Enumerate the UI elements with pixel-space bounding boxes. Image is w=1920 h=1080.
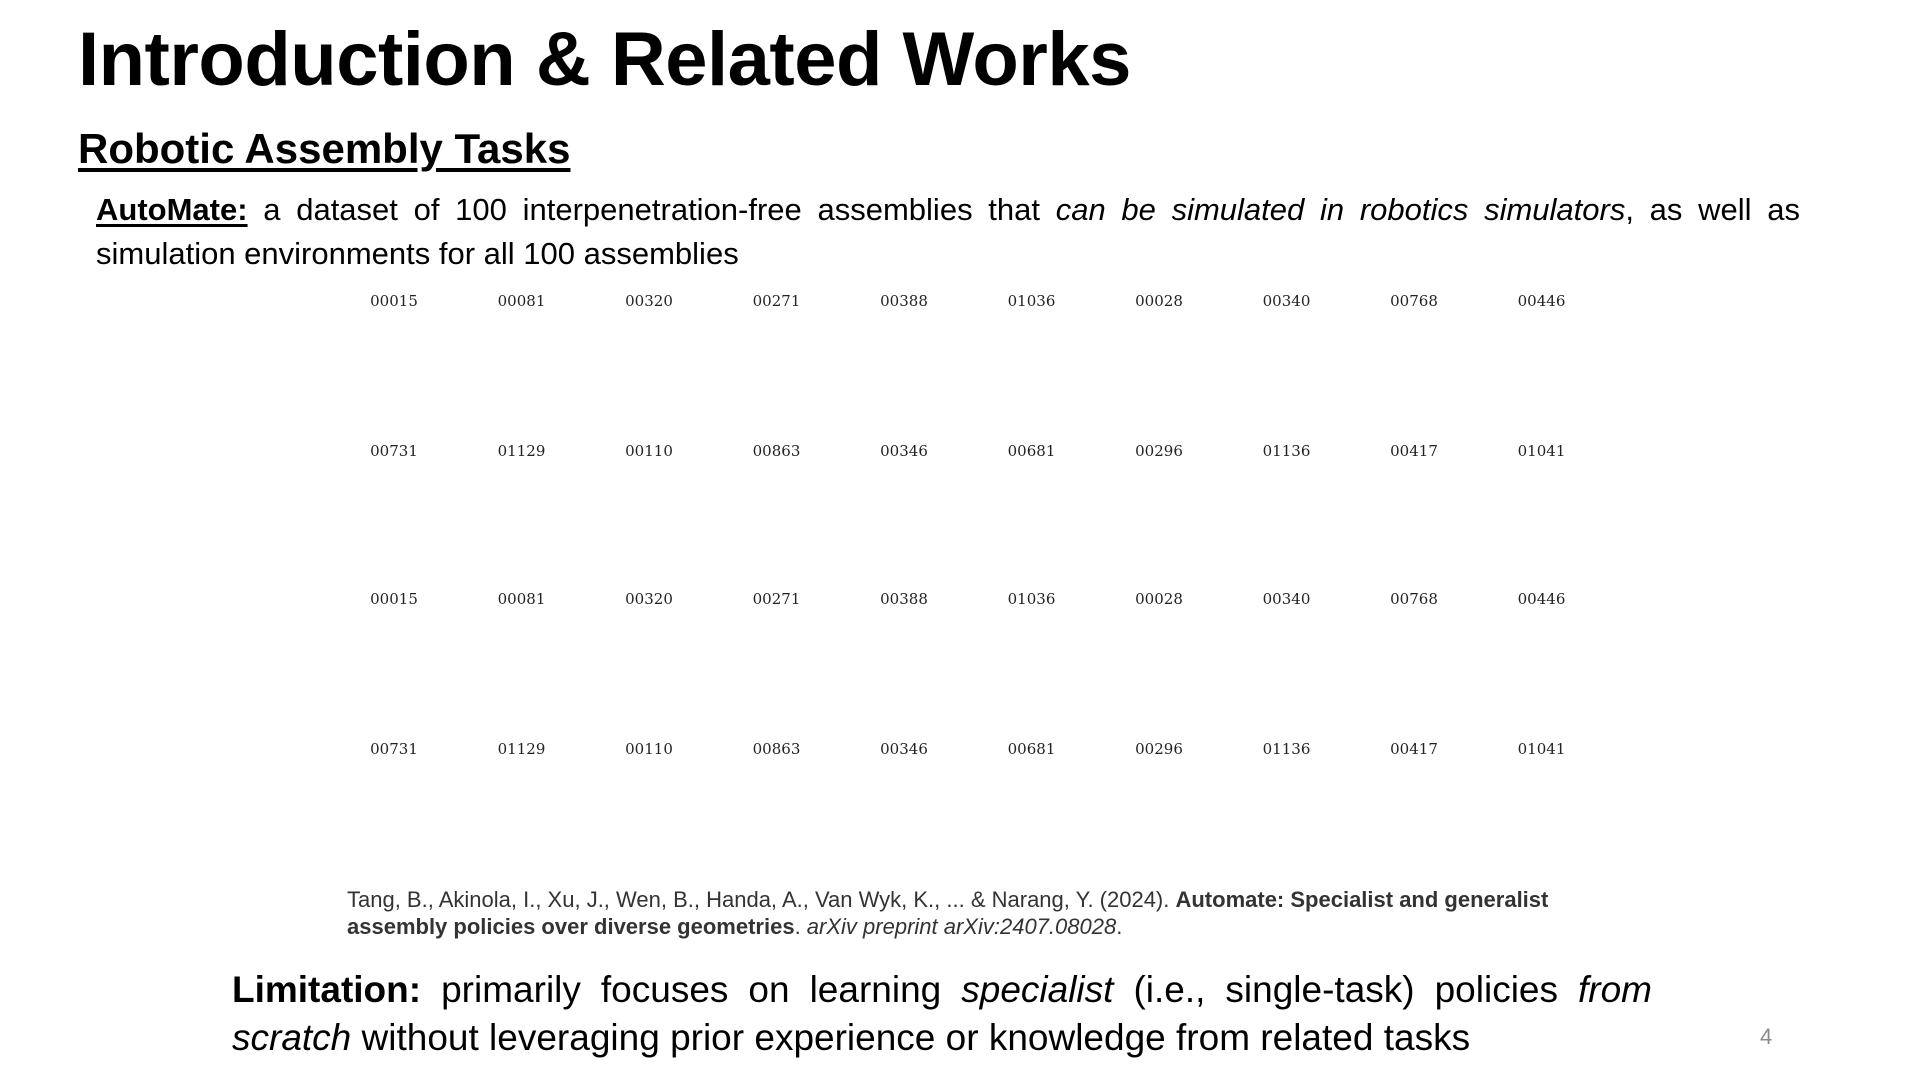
- assembly-id-label: 00768: [1390, 590, 1438, 608]
- assembly-id-label: 00417: [1390, 442, 1438, 460]
- assembly-id-label: 00346: [880, 740, 928, 758]
- limitation-emphasis-2: from scratch: [232, 969, 1652, 1058]
- assembly-id-label: 01041: [1517, 740, 1566, 758]
- citation: [347, 886, 1587, 940]
- citation-separator: .: [794, 914, 807, 939]
- assembly-id-label: 00320: [625, 590, 673, 608]
- citation-end: .: [1116, 914, 1123, 939]
- assembly-id-label: 00863: [752, 740, 801, 758]
- automate-text-1: a dataset of 100 interpenetration-free assemblies that: [247, 192, 1056, 227]
- assembly-id-label: 00110: [625, 442, 673, 460]
- assembly-id-label: 00340: [1262, 590, 1311, 608]
- assembly-id-label: 00863: [752, 442, 801, 460]
- section-heading: Robotic Assembly Tasks: [78, 125, 571, 172]
- assembly-id-label: 00681: [1007, 442, 1056, 460]
- limitation-text-2: (i.e., single-task) policies: [1113, 969, 1578, 1010]
- assembly-id-label: 00271: [752, 590, 801, 608]
- limitation-note: [232, 966, 1652, 1062]
- assembly-id-label: 01136: [1262, 442, 1311, 460]
- assembly-id-label: 00028: [1135, 590, 1183, 608]
- limitation-term: Limitation:: [232, 969, 422, 1010]
- assembly-id-label: 00081: [497, 292, 546, 310]
- citation-title: Automate: Specialist and generalist assembly policies over diverse geometries: [347, 887, 1549, 939]
- assembly-id-label: 00340: [1262, 292, 1311, 310]
- limitation-emphasis-1: specialist: [961, 969, 1114, 1010]
- assembly-id-label: 01136: [1262, 740, 1311, 758]
- assembly-id-label: 00388: [880, 590, 928, 608]
- citation-venue: arXiv preprint arXiv:2407.08028: [806, 914, 1117, 939]
- page-number: 4: [1760, 1024, 1773, 1049]
- assembly-id-label: 00320: [625, 292, 673, 310]
- assembly-id-label: 00028: [1135, 292, 1183, 310]
- slide-title: Introduction & Related Works: [78, 17, 1131, 102]
- automate-term: AutoMate:: [96, 192, 248, 227]
- assembly-id-label: 00417: [1390, 740, 1438, 758]
- assembly-id-label: 00296: [1135, 442, 1183, 460]
- assembly-id-label: 00110: [625, 740, 673, 758]
- assembly-id-label: 01036: [1007, 292, 1056, 310]
- assembly-id-label: 00346: [880, 442, 928, 460]
- automate-text-2: , as well as simulation environments for all 100 assemblies: [96, 192, 1800, 271]
- assembly-id-label: 00731: [370, 442, 418, 460]
- citation-authors: Tang, B., Akinola, I., Xu, J., Wen, B., Handa, A., Van Wyk, K., ... & Narang, Y. (2024).: [347, 887, 1176, 912]
- assembly-id-label: 00015: [370, 590, 418, 608]
- limitation-text-3: without leveraging prior experience or knowledge from related tasks: [351, 1017, 1471, 1058]
- limitation-text-1: primarily focuses on learning: [421, 969, 962, 1010]
- assembly-id-label: 00768: [1390, 292, 1438, 310]
- assembly-id-label: 00296: [1135, 740, 1183, 758]
- automate-emphasis: can be simulated in robotics simulators: [1055, 192, 1626, 227]
- assembly-id-label: 00388: [880, 292, 928, 310]
- assembly-id-label: 00271: [752, 292, 801, 310]
- assembly-id-label: 01129: [497, 442, 546, 460]
- assembly-id-label: 01041: [1517, 442, 1566, 460]
- assembly-id-label: 00446: [1517, 292, 1566, 310]
- assembly-id-label: 00015: [370, 292, 418, 310]
- assembly-id-label: 01129: [497, 740, 546, 758]
- automate-description: [96, 188, 1800, 276]
- assembly-id-label: 01036: [1007, 590, 1056, 608]
- assembly-grid: [330, 282, 1610, 882]
- assembly-id-label: 00081: [497, 590, 546, 608]
- assembly-id-label: 00446: [1517, 590, 1566, 608]
- assembly-id-label: 00731: [370, 740, 418, 758]
- assembly-id-label: 00681: [1007, 740, 1056, 758]
